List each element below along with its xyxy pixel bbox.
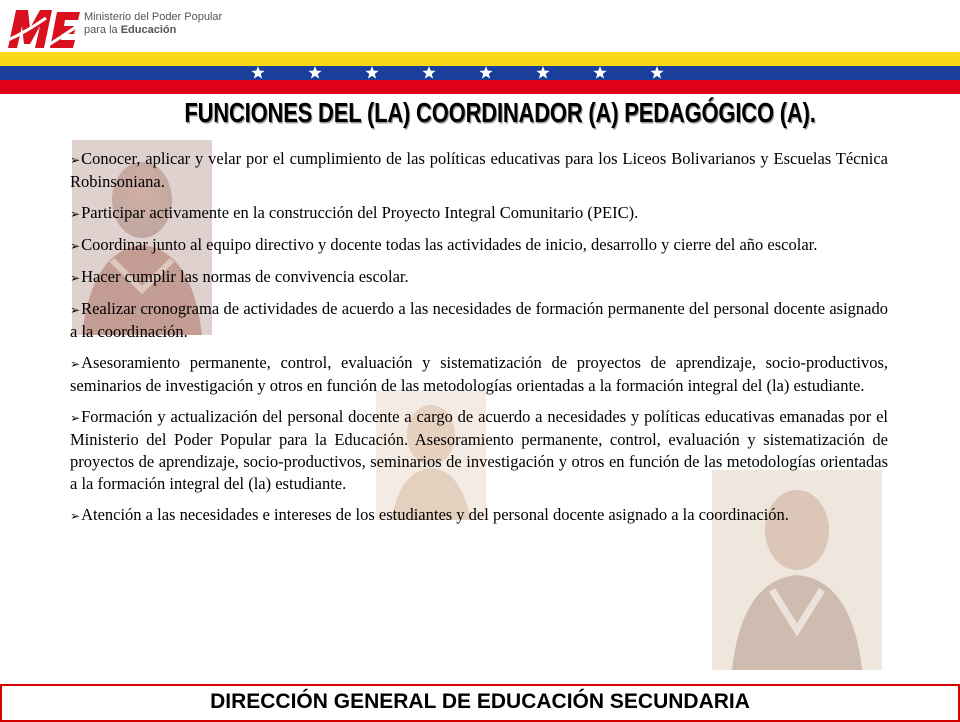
- list-item-text: Formación y actualización del personal docente a cargo de acuerdo a necesidades y políticas educativas emanadas por el Ministerio del Poder Popular para la Educación. Asesoramiento permanente, control, evaluación y sistematización de proyectos de aprendizaje, socio-productivos, seminarios de investigación y otros en función de las metodologías orientadas a la formación integral del (la) estudiante.: [70, 407, 888, 493]
- list-item-text: Coordinar junto al equipo directivo y docente todas las actividades de inicio, desarrollo y cierre del año escolar.: [81, 235, 818, 254]
- flag-star-icon: [251, 66, 264, 79]
- flag-star-icon: [593, 66, 606, 79]
- flag-star-icon: [650, 66, 663, 79]
- ministry-line-2-prefix: para la: [84, 24, 121, 36]
- flag-star-icon: [422, 66, 435, 79]
- page-title: FUNCIONES DEL (LA) COORDINADOR (A) PEDAGÓGICO (A).: [184, 97, 816, 129]
- flag-red-stripe: [0, 80, 960, 94]
- ministry-line-2: [84, 24, 222, 37]
- list-item-text: Atención a las necesidades e intereses de los estudiantes y del personal docente asignado a la coordinación.: [81, 505, 789, 524]
- list-item: [70, 504, 888, 527]
- flag-star-icon: [308, 66, 321, 79]
- list-item: [70, 148, 888, 193]
- arrow-bullet-icon: ➢: [70, 271, 81, 285]
- list-item: [70, 202, 888, 225]
- flag-star-icon: [365, 66, 378, 79]
- arrow-bullet-icon: ➢: [70, 207, 81, 221]
- arrow-bullet-icon: ➢: [70, 303, 81, 317]
- flag-stars: [0, 66, 960, 80]
- flag-star-icon: [536, 66, 549, 79]
- list-item: [70, 234, 888, 257]
- footer-banner: [0, 684, 960, 722]
- ministry-line-2-bold: Educación: [120, 24, 177, 36]
- list-item: [70, 406, 888, 495]
- flag-star-icon: [479, 66, 492, 79]
- arrow-bullet-icon: ➢: [70, 509, 81, 523]
- functions-list: [70, 148, 888, 536]
- me-logo-icon: [6, 4, 82, 50]
- list-item-text: Participar activamente en la construcción del Proyecto Integral Comunitario (PEIC).: [81, 203, 639, 222]
- venezuela-flag-band: [0, 52, 960, 94]
- footer-text: DIRECCIÓN GENERAL DE EDUCACIÓN SECUNDARIA: [210, 690, 750, 713]
- list-item: [70, 266, 888, 289]
- list-item-text: Conocer, aplicar y velar por el cumplimiento de las políticas educativas para los Liceos Bolivarianos y Escuelas Técnica Robinsoniana.: [70, 149, 888, 191]
- arrow-bullet-icon: ➢: [70, 239, 81, 253]
- list-item-text: Hacer cumplir las normas de convivencia escolar.: [81, 267, 409, 286]
- list-item: [70, 352, 888, 397]
- arrow-bullet-icon: ➢: [70, 357, 81, 371]
- arrow-bullet-icon: ➢: [70, 153, 81, 167]
- arrow-bullet-icon: ➢: [70, 411, 81, 425]
- ministry-line-1: Ministerio del Poder Popular: [84, 11, 223, 23]
- list-item-text: Realizar cronograma de actividades de acuerdo a las necesidades de formación permanente del personal docente asignado a la coordinación.: [70, 299, 888, 341]
- list-item-text: Asesoramiento permanente, control, evaluación y sistematización de proyectos de aprendizaje, socio-productivos, seminarios de investigación y otros en función de las metodologías orientadas a la formación integral del (la) estudiante.: [70, 353, 888, 395]
- ministry-name: [84, 11, 222, 37]
- ministry-logo: [6, 4, 256, 50]
- flag-yellow-stripe: [0, 52, 960, 66]
- list-item: [70, 298, 888, 343]
